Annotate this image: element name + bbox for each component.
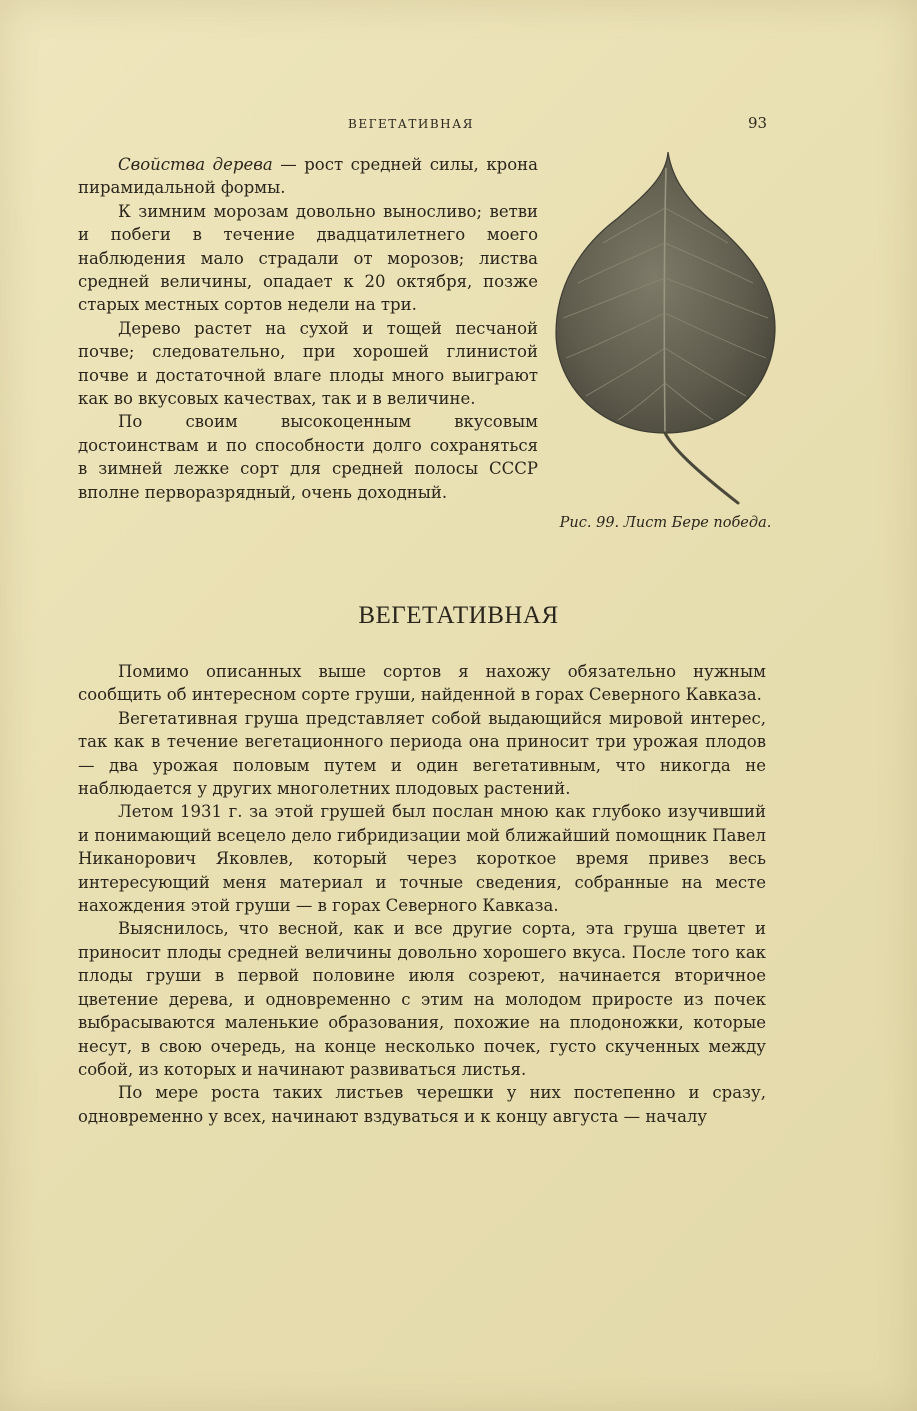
paragraph: Помимо описанных выше сортов я нахожу обязательно нужным сообщить об интересном сорте груши, найденной в горах Северного Кавказа. (78, 662, 766, 705)
paragraph: Летом 1931 г. за этой грушей был послан мною как глубоко изучивший и понимающий всецело дело гибридизации мой ближайший помощник Павел Никанорович Яковлев, который через короткое время привез весь интересующий меня материал и точные сведения, собранные на месте нахождения этой груши — в горах Северного Кавказа. (78, 802, 766, 916)
pear-leaf-illustration (548, 148, 783, 508)
paragraph: По своим высокоценным вкусовым достоинствам и по способности долго сохраняться в зимней лежке сорт для средней полосы СССР вполне перворазрядный, очень доходный. (78, 412, 538, 502)
paragraph-text: — рост средней силы, крона пирамидальной формы. (78, 155, 538, 198)
section-title: ВЕГЕТАТИВНАЯ (358, 602, 559, 629)
running-head (0, 114, 917, 137)
paragraph: К зимним морозам довольно выносливо; ветви и побеги в течение двадцатилетнего моего наблюдения мало страдали от морозов; листва средней величины, опадает к 20 октября, позже старых местных сортов недели на три. (78, 201, 538, 315)
body-text-column (78, 660, 766, 1128)
page-number: 93 (748, 114, 768, 132)
paragraph: Выяснилось, что весной, как и все другие сорта, эта груша цветет и приносит плоды средней величины довольно хорошего вкуса. После того как плоды груши в первой половине июля созреют, начинается вторичное цветение дерева, и одновременно с этим на молодом приросте из почек выбрасываются маленькие образования, похожие на плодоножки, которые несут, в свою очередь, на конце несколько почек, густо скученных между собой, из которых и начинают развиваться листья. (78, 919, 766, 1079)
paragraph (78, 153, 538, 200)
figure-leaf (548, 148, 783, 558)
paragraph: Вегетативная груша представляет собой выдающийся мировой интерес, так как в течение вегетационного периода она приносит три урожая плодов — два урожая половым путем и один вегетативным, что никогда не наблюдается у других многолетних плодовых растений. (78, 708, 766, 799)
italic-lead: Свойства дерева (118, 155, 273, 174)
paragraph: Дерево растет на сухой и тощей песчаной почве; следовательно, при хорошей глинистой почве и достаточной влаге плоды много выиграют как во вкусовых качествах, так и в величине. (78, 318, 538, 409)
paragraph: По мере роста таких листьев черешки у них постепенно и сразу, одновременно у всех, начинают вздуваться и к концу августа — началу (78, 1083, 766, 1126)
figure-caption: Рис. 99. Лист Бере победа. (559, 515, 772, 531)
top-text-column (78, 153, 538, 504)
running-title: ВЕГЕТАТИВНАЯ (348, 117, 474, 131)
